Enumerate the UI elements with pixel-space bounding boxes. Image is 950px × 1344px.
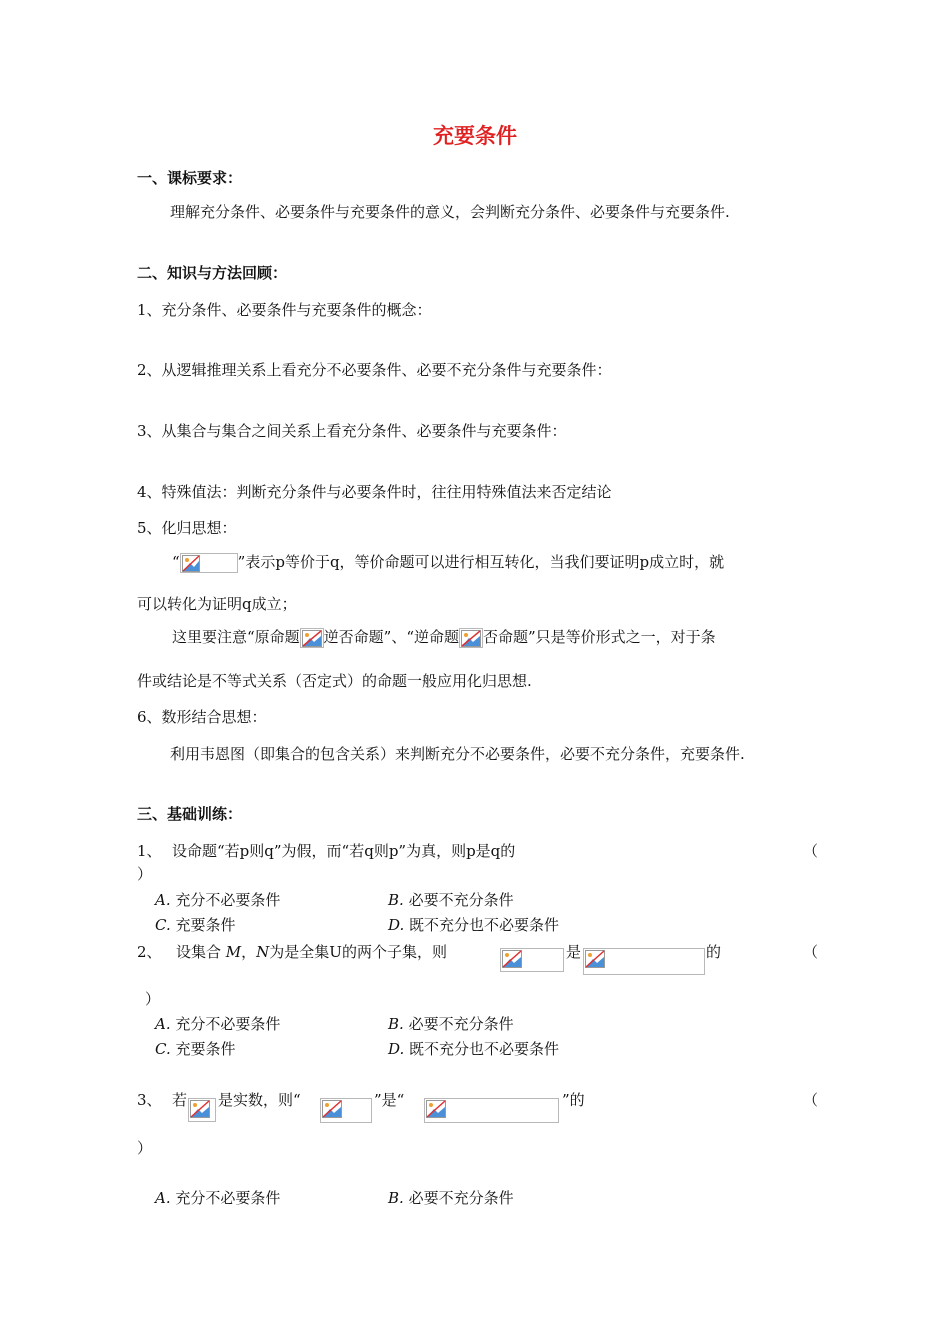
broken-image-icon: [583, 948, 705, 975]
item-6: 6、数形结合思想：: [137, 708, 267, 726]
section-1-text: 理解充分条件、必要条件与充要条件的意义，会判断充分条件、必要条件与充要条件.: [170, 203, 730, 221]
q2-option-d: D. 既不充分也不必要条件: [388, 1040, 560, 1058]
q2-image-1: [500, 948, 564, 972]
item-5-para-a-text: ”表示p等价于q，等价命题可以进行相互转化，当我们要证明p成立时，就: [237, 553, 725, 571]
q1-paren-close: ）: [137, 865, 153, 883]
section-1-heading: 一、课标要求：: [137, 169, 243, 187]
item-5-para-d: 件或结论是不等式关系（否定式）的命题一般应用化归思想.: [137, 672, 532, 690]
q1-paren-open: （: [803, 842, 819, 860]
q2-option-c: C. 充要条件: [155, 1040, 236, 1058]
item-1: 1、充分条件、必要条件与充要条件的概念：: [137, 301, 432, 319]
item-5-para-c-1: 这里要注意“原命题: [172, 628, 300, 646]
item-2: 2、从逻辑推理关系上看充分不必要条件、必要不充分条件与充要条件：: [137, 361, 612, 379]
item-5-para-c: [172, 626, 716, 648]
q2-image-2: [583, 948, 705, 975]
broken-image-icon: [188, 1098, 216, 1122]
item-4: 4、特殊值法：判断充分条件与必要条件时，往往用特殊值法来否定结论: [137, 483, 612, 501]
broken-image-icon: [180, 553, 238, 573]
page-title: 充要条件: [433, 124, 517, 148]
q2-paren-open: （: [803, 943, 819, 961]
q2-option-a: A. 充分不必要条件: [155, 1015, 281, 1033]
q1-option-d: D. 既不充分也不必要条件: [388, 916, 560, 934]
item-5-para-c-3: 否命题”只是等价形式之一，对于条: [483, 628, 716, 646]
broken-image-icon: [459, 628, 483, 648]
q2-paren-close: ）: [145, 990, 161, 1008]
broken-image-icon: [424, 1098, 559, 1123]
q1-option-a: A. 充分不必要条件: [155, 891, 281, 909]
q3-ruo: 若: [172, 1091, 188, 1109]
q1-text: 设命题“若p则q”为假，而“若q则p”为真，则p是q的: [172, 842, 516, 860]
q3-image-3: [424, 1098, 559, 1123]
item-5-para-a: [172, 551, 724, 573]
q3-text-1: 是实数，则“: [218, 1091, 301, 1109]
item-5: 5、化归思想：: [137, 519, 237, 537]
q3-option-b: B. 必要不充分条件: [388, 1189, 514, 1207]
q3-paren-open: （: [803, 1091, 819, 1109]
q3-text-3: ”的: [562, 1091, 585, 1109]
section-3-heading: 三、基础训练：: [137, 805, 243, 823]
broken-image-icon: [300, 628, 324, 648]
q3-number: 3、: [137, 1091, 162, 1109]
broken-image-icon: [320, 1098, 372, 1123]
item-3: 3、从集合与集合之间关系上看充分条件、必要条件与充要条件：: [137, 422, 567, 440]
q2-is: 是: [566, 943, 582, 961]
q2-number: 2、: [137, 943, 162, 961]
q1-option-b: B. 必要不充分条件: [388, 891, 514, 909]
q2-option-b: B. 必要不充分条件: [388, 1015, 514, 1033]
q3-image-2: [320, 1098, 372, 1123]
item-6-text: 利用韦恩图（即集合的包含关系）来判断充分不必要条件，必要不充分条件，充要条件.: [170, 745, 745, 763]
open-quote: “: [172, 553, 180, 571]
item-5-para-c-2: 逆否命题”、“逆命题: [323, 628, 460, 646]
q1-number: 1、: [137, 842, 162, 860]
section-2-heading: 二、知识与方法回顾：: [137, 264, 288, 282]
q2-de: 的: [706, 943, 722, 961]
q3-text-2: ”是“: [374, 1091, 405, 1109]
q3-option-a: A. 充分不必要条件: [155, 1189, 281, 1207]
item-5-para-b: 可以转化为证明q成立；: [137, 595, 297, 613]
q1-option-c: C. 充要条件: [155, 916, 236, 934]
q3-image-1: [188, 1098, 216, 1122]
broken-image-icon: [500, 948, 564, 972]
q2-text: 设集合 M，N为是全集U的两个子集，则: [176, 943, 447, 961]
q3-paren-close: ）: [137, 1139, 153, 1157]
